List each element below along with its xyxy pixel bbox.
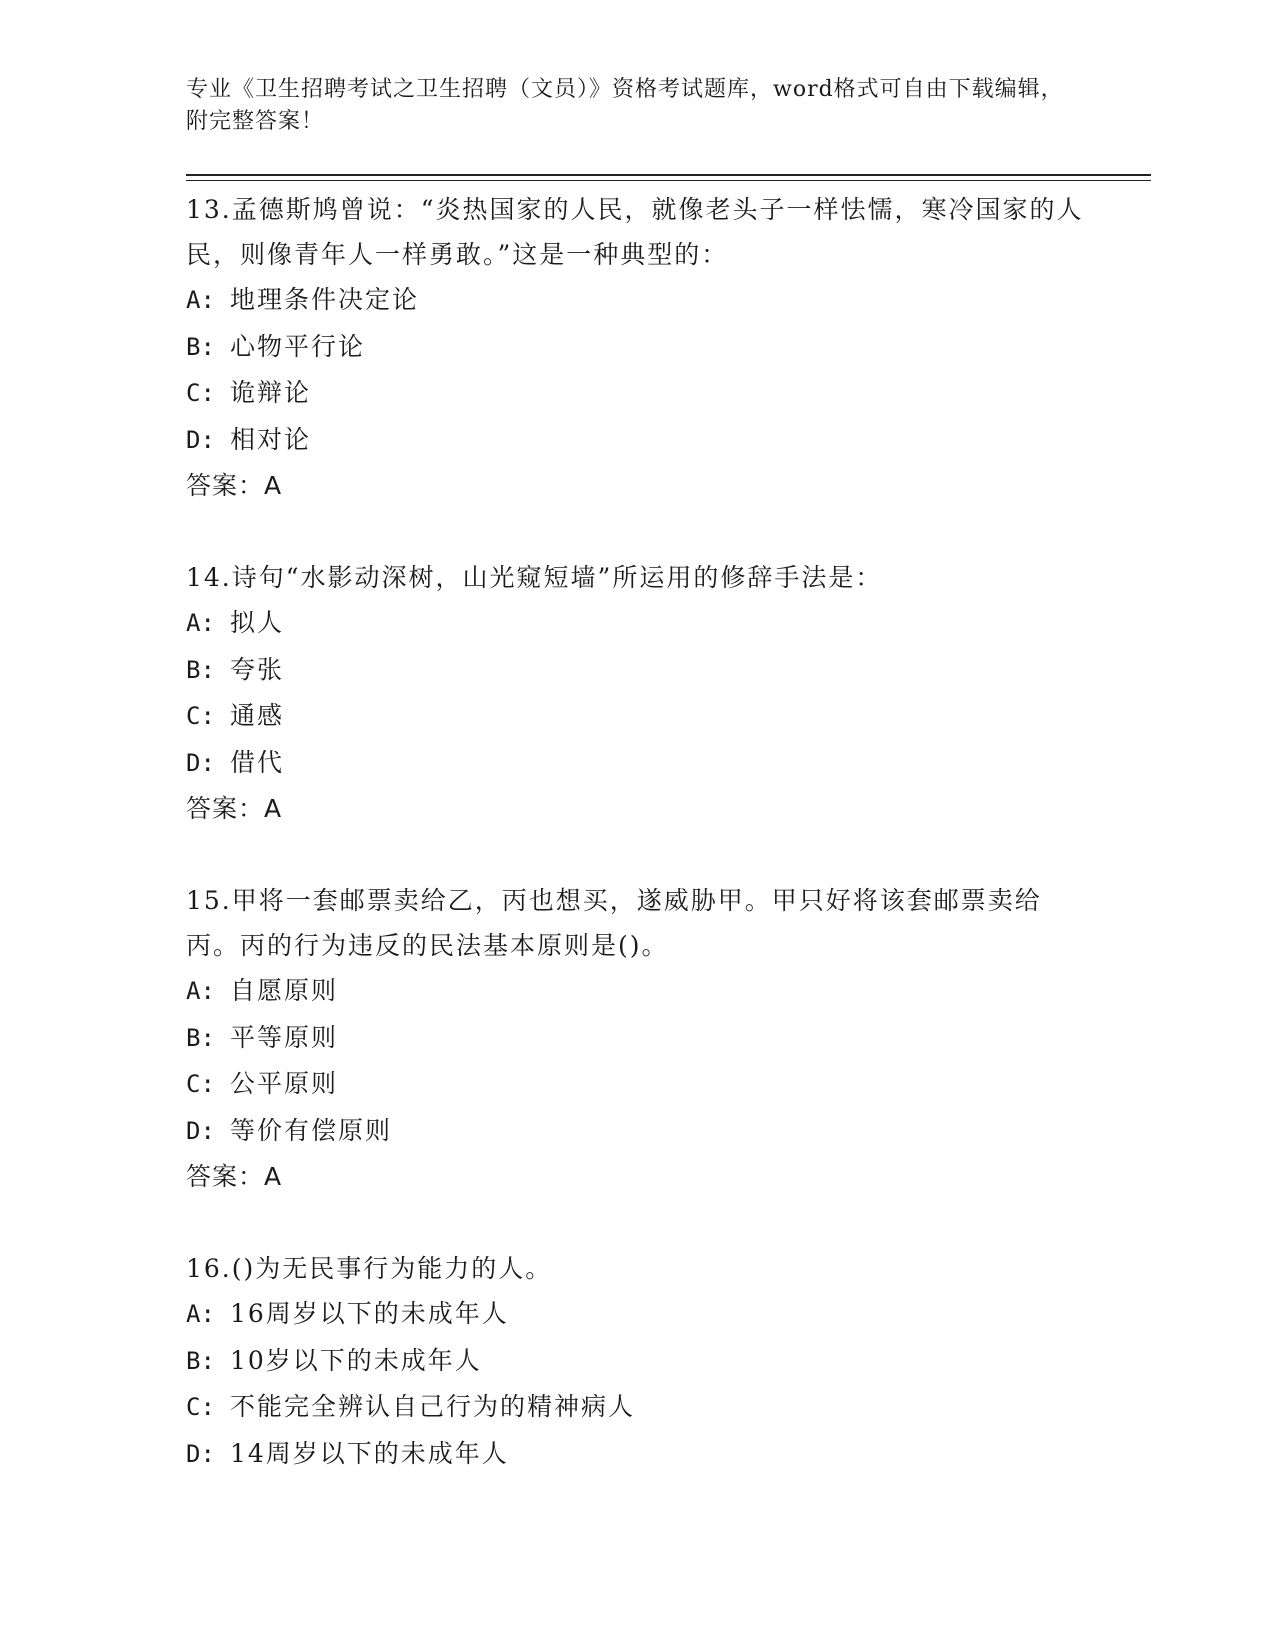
question-14 <box>186 555 1086 831</box>
option-letter: D: <box>186 1116 215 1145</box>
option-c <box>186 370 1086 417</box>
option-c <box>186 1061 1086 1108</box>
option-d <box>186 417 1086 464</box>
question-text: 16.()为无民事行为能力的人。 <box>186 1254 553 1283</box>
option-letter: C: <box>186 702 215 730</box>
question-text: 13.孟德斯鸠曾说：“炎热国家的人民，就像老头子一样怯懦，寒冷国家的人民，则像青年人一样勇敢。”这是一种典型的： <box>186 195 1084 269</box>
option-text: 拟人 <box>230 608 285 637</box>
option-a <box>186 968 1086 1015</box>
option-letter: B: <box>186 655 215 684</box>
answer-line: 答案：A <box>186 1162 283 1191</box>
option-letter: D: <box>186 425 215 454</box>
option-b <box>186 1338 1086 1385</box>
option-text: 不能完全辨认自己行为的精神病人 <box>230 1392 636 1421</box>
option-d <box>186 1431 1086 1478</box>
option-d <box>186 740 1086 787</box>
option-text: 心物平行论 <box>230 331 366 361</box>
option-letter: B: <box>186 332 215 361</box>
option-text: 14周岁以下的未成年人 <box>230 1438 509 1468</box>
question-list <box>186 187 1086 1477</box>
option-text: 夸张 <box>230 654 285 684</box>
option-letter: A: <box>186 286 215 314</box>
option-letter: A: <box>186 977 215 1005</box>
question-text: 15.甲将一套邮票卖给乙，丙也想买，遂威胁甲。甲只好将该套邮票卖给丙。丙的行为违反的民法基本原则是()。 <box>186 886 1042 960</box>
option-letter: A: <box>186 609 215 637</box>
option-text: 相对论 <box>230 424 312 454</box>
question-spacer <box>186 508 1086 555</box>
option-text: 等价有偿原则 <box>230 1115 393 1145</box>
option-text: 公平原则 <box>230 1069 339 1098</box>
option-letter: D: <box>186 1439 215 1468</box>
question-spacer <box>186 831 1086 878</box>
option-a <box>186 1291 1086 1338</box>
option-a <box>186 600 1086 647</box>
option-text: 通感 <box>230 701 285 730</box>
option-letter: C: <box>186 1070 215 1098</box>
option-letter: B: <box>186 1346 215 1375</box>
option-text: 地理条件决定论 <box>230 285 420 314</box>
option-a <box>186 277 1086 324</box>
header-divider-thin <box>186 180 1151 181</box>
option-text: 平等原则 <box>230 1022 339 1052</box>
option-text: 自愿原则 <box>230 976 339 1005</box>
option-letter: A: <box>186 1300 215 1328</box>
question-16 <box>186 1246 1086 1477</box>
option-letter: B: <box>186 1023 215 1052</box>
answer-line: 答案：A <box>186 794 283 823</box>
question-text: 14.诗句“水影动深树，山光窥短墙”所运用的修辞手法是： <box>186 563 883 592</box>
option-d <box>186 1108 1086 1155</box>
option-text: 诡辩论 <box>230 378 312 407</box>
answer-line: 答案：A <box>186 471 283 500</box>
option-c <box>186 1384 1086 1431</box>
option-text: 借代 <box>230 747 285 777</box>
document-header: 专业《卫生招聘考试之卫生招聘（文员）》资格考试题库，word格式可自由下载编辑，附完整答案！ <box>186 77 1064 134</box>
header-divider-thick <box>186 174 1151 176</box>
question-spacer <box>186 1199 1086 1246</box>
option-text: 16周岁以下的未成年人 <box>230 1299 509 1328</box>
option-b <box>186 647 1086 694</box>
question-15 <box>186 878 1086 1199</box>
option-b <box>186 324 1086 371</box>
option-b <box>186 1015 1086 1062</box>
question-13 <box>186 187 1086 508</box>
option-letter: C: <box>186 379 215 407</box>
option-text: 10岁以下的未成年人 <box>230 1345 482 1375</box>
option-c <box>186 693 1086 740</box>
option-letter: D: <box>186 748 215 777</box>
option-letter: C: <box>186 1393 215 1421</box>
